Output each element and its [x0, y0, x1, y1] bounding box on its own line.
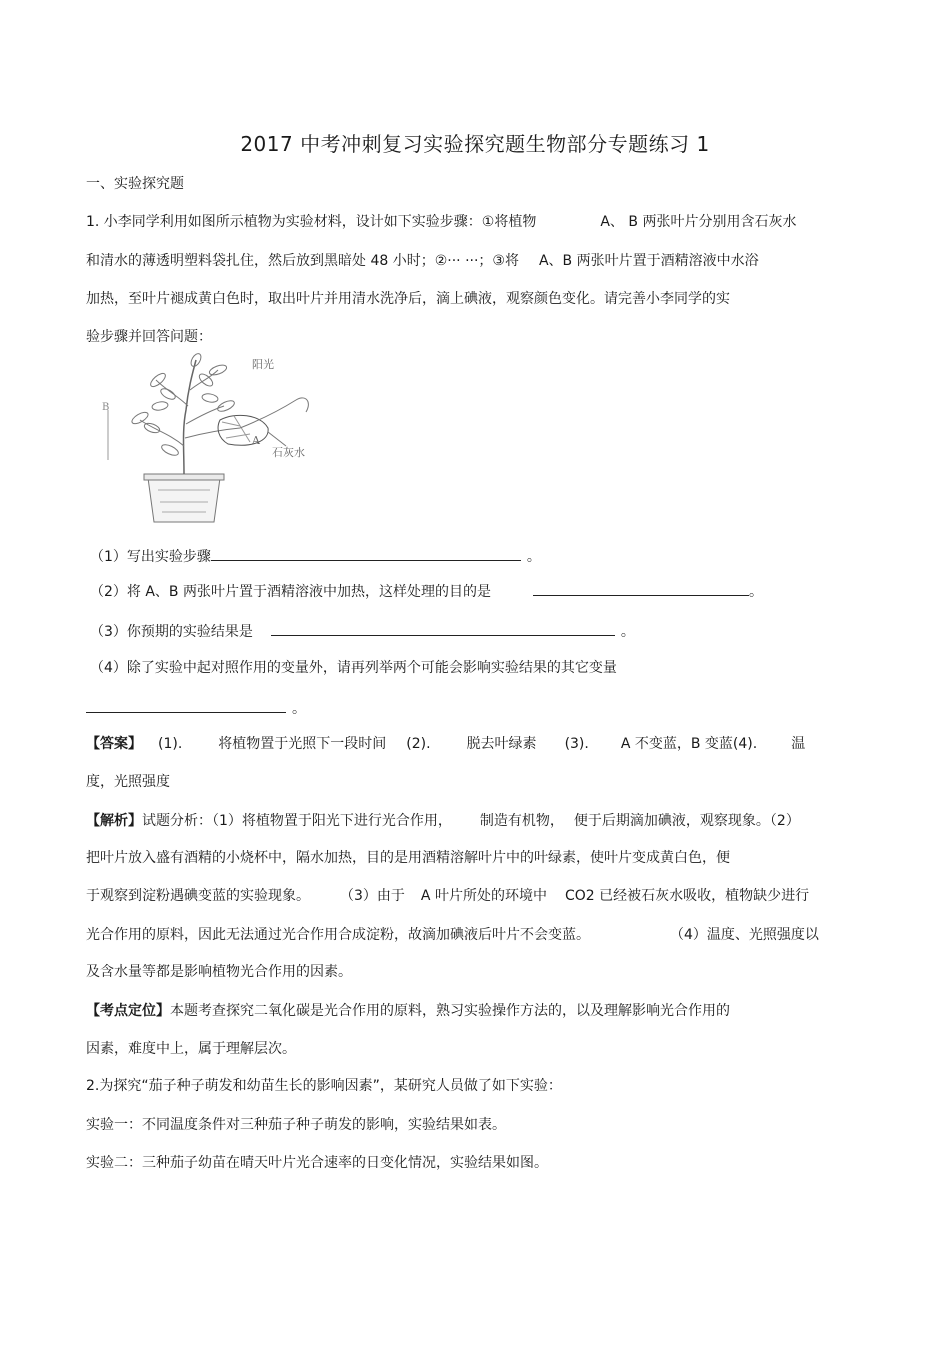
analysis-line-2: 把叶片放入盛有酒精的小烧杯中，隔水加热，目的是用酒精溶解叶片中的叶绿素，使叶片变成黄白色，便 [86, 850, 730, 866]
kaodian-l1: 本题考查探究二氧化碳是光合作用的原料，熟习实验操作方法的，以及理解影响光合作用的 [170, 1003, 730, 1019]
q1-sub-4-end: 。 [292, 701, 306, 717]
q2-line-2: 实验一：不同温度条件对三种茄子种子萌发的影响，实验结果如表。 [86, 1117, 506, 1133]
q1-line-1 [86, 212, 796, 232]
q1-line-4: 验步骤并回答问题： [86, 329, 212, 345]
analysis-line-3 [86, 886, 809, 906]
q1-sub-2 [90, 581, 763, 602]
analysis-label: 【解析】 [86, 813, 142, 829]
q2-line-1: 2.为探究“茄子种子萌发和幼苗生长的影响因素”，某研究人员做了如下实验： [86, 1078, 562, 1094]
analysis-l4b: （4）温度、光照强度以 [670, 927, 819, 943]
kaodian-label: 【考点定位】 [86, 1003, 170, 1019]
q1-line-2b: ②··· ···；③将 [434, 253, 519, 269]
q1-sub-2-end: 。 [749, 584, 763, 600]
kaodian-line-1 [86, 1001, 730, 1021]
label-a: A [252, 434, 260, 447]
answer-a1: 将植物置于光照下一段时间 [218, 736, 387, 752]
analysis-l3b: （3）由于 [340, 888, 405, 904]
answer-a2: 脱去叶绿素 [466, 736, 537, 752]
answer-blank-1[interactable] [211, 546, 521, 561]
analysis-l1c: 便于后期滴加碘液，观察现象。（2） [573, 813, 800, 829]
analysis-line-1 [86, 811, 800, 831]
analysis-l1b: 制造有机物， [479, 813, 564, 829]
q1-line-2a: 和清水的薄透明塑料袋扎住，然后放到黑暗处 48 小时； [86, 253, 435, 269]
answer-p1: (1). [158, 736, 183, 752]
plant-experiment-figure [100, 350, 330, 530]
answer-blank-3[interactable] [271, 621, 615, 636]
q1-line-2c: A、B 两张叶片置于酒精溶液中水浴 [538, 253, 759, 269]
answer-p2: (2). [406, 736, 431, 752]
q1-sub-2-text: （2）将 A、B 两张叶片置于酒精溶液中加热，这样处理的目的是 [90, 584, 491, 600]
answer-line-1 [86, 734, 805, 754]
analysis-l4a: 光合作用的原料，因此无法通过光合作用合成淀粉，故滴加碘液后叶片不会变蓝。 [86, 927, 590, 943]
plant-stem [184, 360, 197, 474]
q1-line-3: 加热，至叶片褪成黄白色时，取出叶片并用清水洗净后，滴上碘液，观察颜色变化。请完善小李同学的实 [86, 291, 730, 307]
q1-line-2 [86, 251, 759, 271]
q1-sub-1 [90, 546, 541, 567]
kaodian-line-2: 因素，难度中上，属于理解层次。 [86, 1041, 296, 1057]
answer-p3: (3). [564, 736, 589, 752]
pot-shape [148, 478, 220, 522]
label-b: B [102, 402, 110, 413]
q1-sub-4: （4）除了实验中起对照作用的变量外，请再列举两个可能会影响实验结果的其它变量 [90, 660, 617, 676]
q1-sub-4-line [86, 698, 306, 719]
q1-sub-3-text: （3）你预期的实验结果是 [90, 624, 253, 640]
section-heading: 一、实验探究题 [86, 176, 184, 192]
analysis-l1a: 试题分析：（1）将植物置于阳光下进行光合作用， [142, 813, 452, 829]
q1-line-1b: A、 B 两张叶片分别用含石灰水 [600, 214, 797, 230]
answer-blank-4[interactable] [86, 698, 286, 713]
q2-line-3: 实验二：三种茄子幼苗在晴天叶片光合速率的日变化情况，实验结果如图。 [86, 1155, 548, 1171]
q1-line-1a: 1. 小李同学利用如图所示植物为实验材料，设计如下实验步骤：①将植物 [86, 214, 537, 230]
analysis-line-5: 及含水量等都是影响植物光合作用的因素。 [86, 964, 352, 980]
label-lime-water: 石灰水 [272, 446, 305, 459]
analysis-l3c: A 叶片所处的环境中 [420, 888, 547, 904]
answer-label: 【答案】 [86, 736, 142, 752]
analysis-l3a: 于观察到淀粉遇碘变蓝的实验现象。 [86, 888, 310, 904]
q1-sub-3-end: 。 [620, 624, 635, 640]
q1-sub-3 [90, 621, 635, 642]
analysis-l3d: CO2 已经被石灰水吸收，植物缺少进行 [564, 888, 810, 904]
q1-sub-1-end: 。 [526, 549, 541, 565]
answer-a3: A 不变蓝，B 变蓝(4). [620, 736, 758, 752]
answer-blank-2[interactable] [533, 581, 749, 596]
page-title: 2017 中考冲刺复习实验探究题生物部分专题练习 1 [240, 132, 710, 156]
label-sunlight: 阳光 [252, 358, 274, 371]
q1-sub-1-text: （1）写出实验步骤 [90, 549, 211, 565]
answer-a4a: 温 [791, 736, 806, 752]
analysis-line-4 [86, 925, 819, 945]
answer-line-2: 度，光照强度 [86, 774, 170, 790]
